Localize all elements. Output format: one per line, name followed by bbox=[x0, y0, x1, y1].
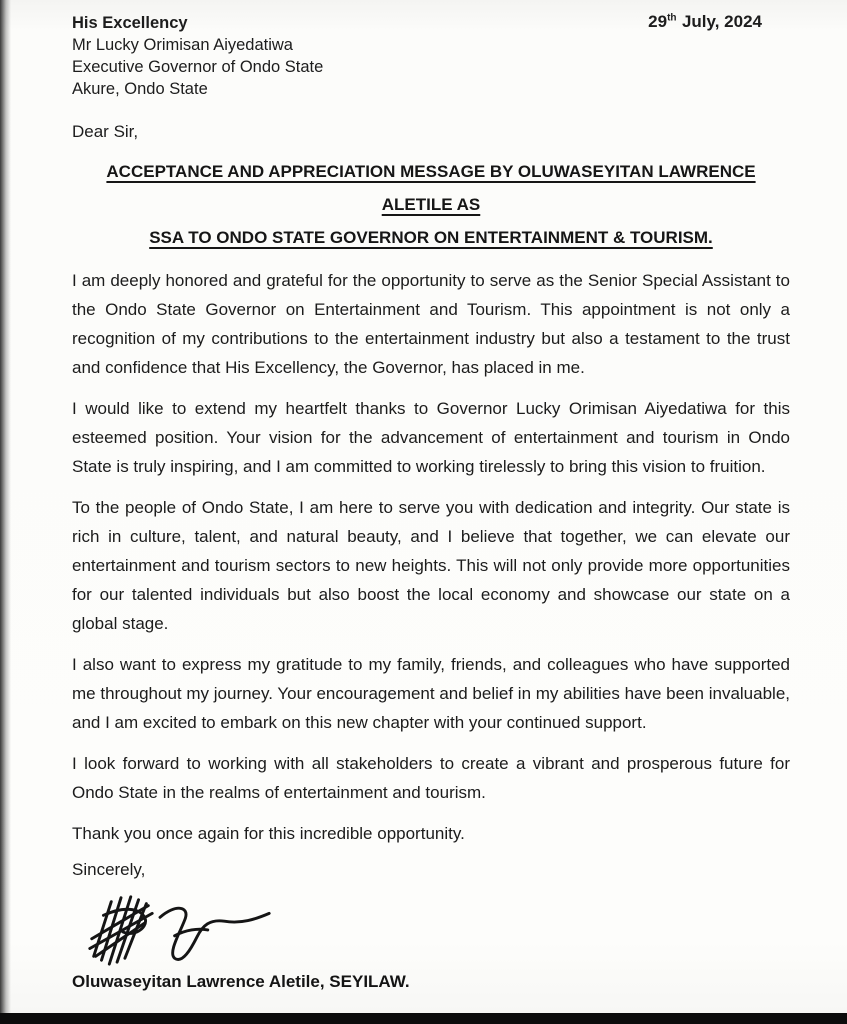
body-paragraph: I look forward to working with all stakeholders to create a vibrant and prosperous future for Ondo State in the realms of entertainment and tourism. bbox=[72, 754, 790, 802]
valediction: Sincerely, bbox=[72, 860, 146, 879]
date-month-year: July, 2024 bbox=[681, 12, 762, 31]
date-day: 29 bbox=[648, 12, 668, 31]
signature-scribble-icon bbox=[82, 888, 790, 970]
recipient-address-block bbox=[72, 12, 323, 100]
photo-bottom-bar bbox=[0, 1013, 847, 1024]
date-ordinal: th bbox=[667, 12, 677, 24]
body-paragraph: I would like to extend my heartfelt thanks to Governor Lucky Orimisan Aiyedatiwa for this esteemed position. Your vision for the advancement of entertainment and tourism in Ondo State is truly inspiring, and I am committed to working tirelessly to bring this vision to fruition. bbox=[72, 399, 790, 476]
subject-heading bbox=[72, 155, 790, 254]
body-paragraph: To the people of Ondo State, I am here to serve you with dedication and integrity. Our state is rich in culture, talent, and natural beauty, and I believe that together, we can elevate our entertainment and tourism sectors to new heights. This will not only provide more opportunities for our talented individuals but also boost the local economy and showcase our state on a global stage. bbox=[72, 498, 790, 633]
recipient-title: Executive Governor of Ondo State bbox=[72, 58, 324, 76]
salutation: Dear Sir, bbox=[72, 122, 139, 141]
recipient-name: Mr Lucky Orimisan Aiyedatiwa bbox=[72, 36, 293, 54]
subject-line-2: SSA TO ONDO STATE GOVERNOR ON ENTERTAINMENT & TOURISM. bbox=[149, 228, 713, 247]
recipient-city: Akure, Ondo State bbox=[72, 80, 208, 98]
letterhead bbox=[72, 12, 790, 100]
signed-name: Oluwaseyitan Lawrence Aletile, SEYILAW. bbox=[72, 972, 410, 991]
scan-edge-shadow bbox=[0, 0, 11, 1024]
letter-body bbox=[72, 266, 790, 848]
body-paragraph: Thank you once again for this incredible opportunity. bbox=[72, 824, 465, 843]
body-paragraph: I am deeply honored and grateful for the opportunity to serve as the Senior Special Assistant to the Ondo State Governor on Entertainment and Tourism. This appointment is not only a recognition of my contributions to the entertainment industry but also a testament to the trust and confidence that His Excellency, the Governor, has placed in me. bbox=[72, 271, 790, 377]
body-paragraph: I also want to express my gratitude to my family, friends, and colleagues who have supported me throughout my journey. Your encouragement and belief in my abilities have been invaluable, and I am excited to embark on this new chapter with your continued support. bbox=[72, 655, 790, 732]
recipient-honorific: His Excellency bbox=[72, 14, 188, 32]
subject-line-1: ACCEPTANCE AND APPRECIATION MESSAGE BY OLUWASEYITAN LAWRENCE ALETILE AS bbox=[106, 162, 756, 214]
letter-date bbox=[648, 12, 762, 32]
